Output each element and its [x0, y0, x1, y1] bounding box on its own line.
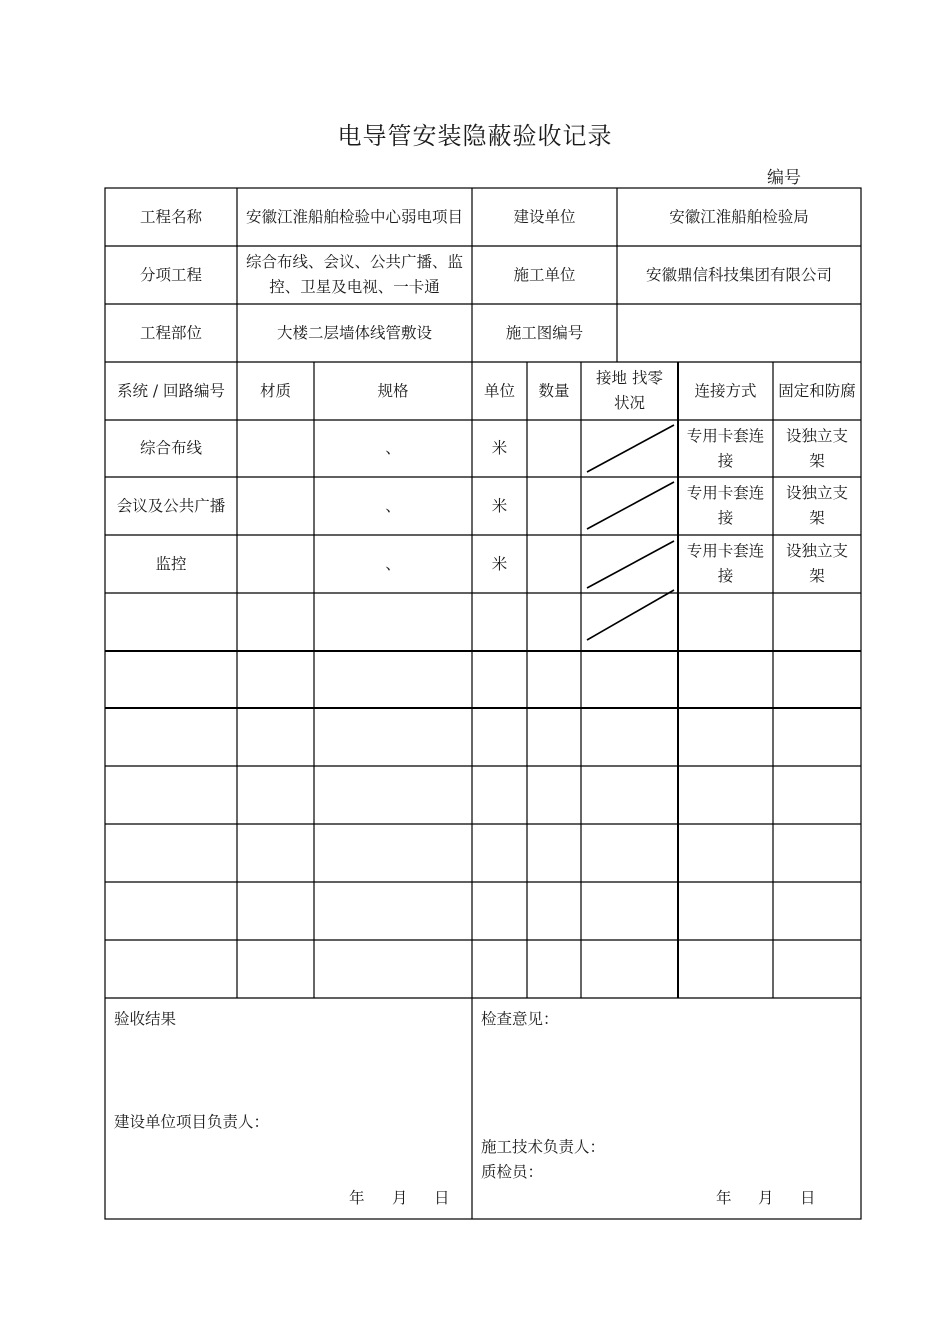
- column-header-material: 材质: [259, 381, 291, 400]
- column-header-spec: 规格: [377, 381, 409, 400]
- row-unit: 米: [491, 496, 508, 515]
- column-header-quantity: 数量: [538, 381, 570, 400]
- owner-label: 建设单位: [513, 207, 576, 226]
- date-month-label: 月: [392, 1189, 408, 1207]
- row-connection: 专用卡套连接: [686, 426, 765, 470]
- row-spec: 、: [385, 439, 401, 457]
- row-spec: 、: [385, 554, 401, 573]
- row-spec: 、: [385, 496, 401, 515]
- row-quantity: [527, 420, 581, 477]
- row-fixing: 设独立支架: [785, 542, 848, 585]
- column-header-unit: 单位: [483, 381, 515, 400]
- location-value: 大楼二层墙体线管敷设: [276, 323, 432, 342]
- row-connection: 专用卡套连接: [686, 484, 765, 527]
- drawing-number-value: [617, 304, 861, 362]
- project-name-label: 工程名称: [139, 207, 202, 226]
- row-fixing: 设独立支架: [785, 426, 848, 470]
- date-month-label: 月: [758, 1189, 774, 1207]
- row-quantity: [527, 535, 581, 593]
- row-connection: 专用卡套连接: [686, 542, 765, 585]
- row-material: [237, 477, 314, 535]
- date-day-label: 日: [800, 1189, 816, 1207]
- column-header-fixing: 固定和防腐: [778, 381, 856, 400]
- subproject-label: 分项工程: [139, 265, 202, 284]
- owner-manager-label: 建设单位项目负责人：: [114, 1113, 270, 1131]
- row-material: [237, 420, 314, 477]
- date-day-label: 日: [434, 1189, 450, 1207]
- row-unit: 米: [491, 439, 508, 457]
- row-fixing: 设独立支架: [785, 484, 848, 527]
- tech-lead-label: 施工技术负责人：: [481, 1138, 606, 1156]
- serial-number-label: 编号: [767, 168, 801, 188]
- drawing-number-label: 施工图编号: [505, 323, 584, 342]
- inspection-opinion-label: 检查意见：: [481, 1010, 559, 1028]
- date-year-label: 年: [349, 1189, 365, 1207]
- document-title: 电导管安装隐蔽验收记录: [337, 122, 613, 150]
- subproject-value: 综合布线、会议、公共广播、监控、卫星及电视、一卡通: [245, 253, 463, 296]
- date-year-label: 年: [716, 1189, 732, 1207]
- row-material: [237, 535, 314, 593]
- row-quantity: [527, 477, 581, 535]
- inspector-label: 质检员：: [481, 1163, 544, 1181]
- row-unit: 米: [491, 554, 508, 573]
- location-label: 工程部位: [139, 323, 202, 342]
- row-system: 监控: [155, 554, 187, 573]
- owner-value: 安徽江淮船舶检验局: [669, 207, 809, 226]
- project-name-value: 安徽江淮船舶检验中心弱电项目: [245, 207, 463, 226]
- row-system: 综合布线: [139, 439, 202, 457]
- row-system: 会议及公共广播: [116, 496, 226, 515]
- column-header-system: 系统 / 回路编号: [116, 381, 226, 400]
- contractor-value: 安徽鼎信科技集团有限公司: [645, 265, 832, 284]
- contractor-label: 施工单位: [513, 265, 576, 284]
- acceptance-result-label: 验收结果: [114, 1010, 177, 1028]
- column-header-grounding: 接地 找零状况: [596, 369, 663, 412]
- column-header-connection: 连接方式: [694, 381, 757, 400]
